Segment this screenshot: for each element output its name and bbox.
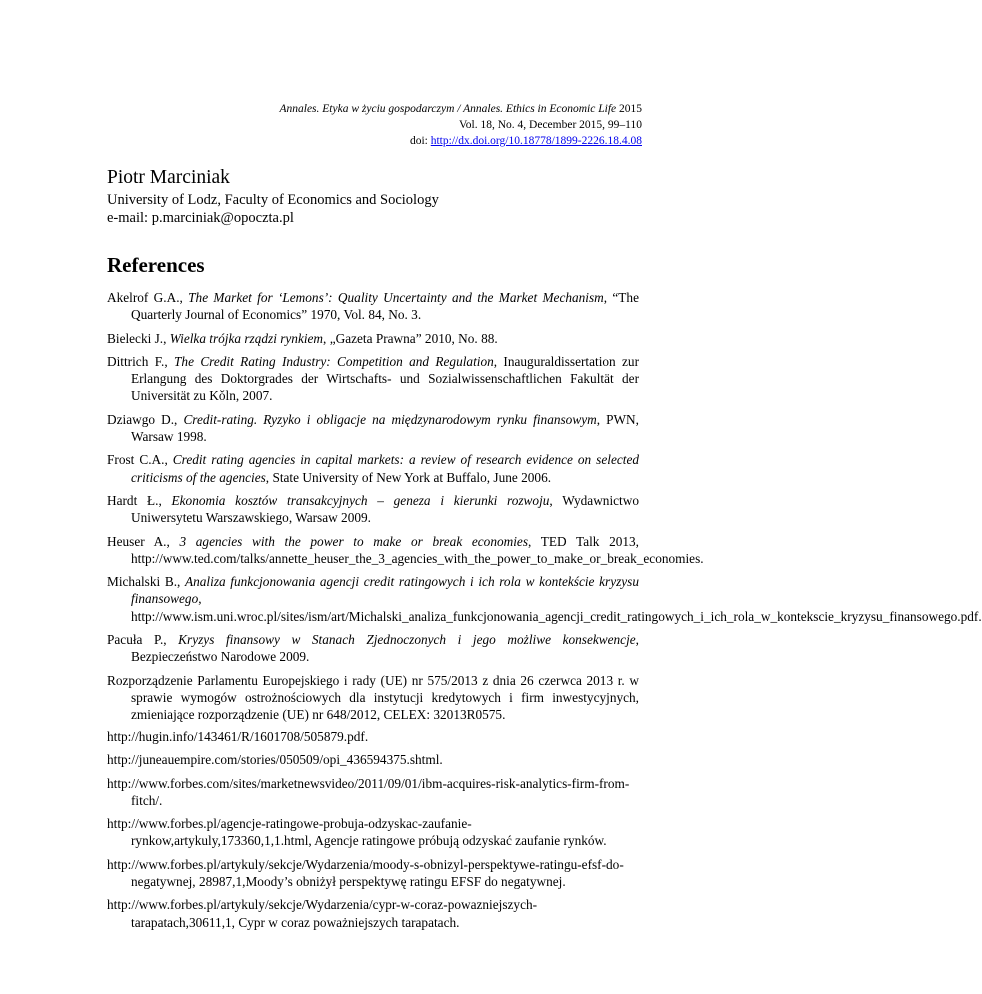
reference-item xyxy=(107,573,982,625)
references-heading: References xyxy=(107,253,205,277)
reference-author: Dziawgo D., xyxy=(107,411,184,427)
journal-line xyxy=(279,101,642,117)
reference-author: Dittrich F., xyxy=(107,353,175,369)
reference-item xyxy=(107,289,639,324)
reference-source: , http://www.ism.uni.wroc.pl/sites/ism/art/Michalski_analiza_funkcjonowania_agencji_credit_ratingowych_i_ich_rola_w_kontekscie_kryzysu_finansowego.pdf. xyxy=(131,591,982,624)
web-source-item: http://juneauempire.com/stories/050509/opi_436594375.shtml. xyxy=(107,752,443,768)
reference-source: , State University of New York at Buffalo, June 2006. xyxy=(265,469,552,485)
web-sources-list xyxy=(107,728,639,937)
reference-author: Pacuła P., xyxy=(107,632,179,648)
doi-prefix: doi: xyxy=(409,135,431,147)
reference-item xyxy=(107,411,639,446)
author-name: Piotr Marciniak xyxy=(107,167,230,188)
reference-author: Bielecki J., xyxy=(107,330,170,346)
reference-item xyxy=(107,451,639,486)
reference-item xyxy=(107,330,639,347)
web-source-item: http://www.forbes.pl/artykuly/sekcje/Wydarzenia/moody-s-obnizyl-perspektywe-ratingu-efsf-do-negatywnej, 28987,1,Moody’s obniżył perspektywę ratingu EFSF do negatywnej. xyxy=(107,856,624,890)
doi-line xyxy=(279,133,642,149)
references-list xyxy=(107,289,982,724)
reference-title: 3 agencies with the power to make or break economies xyxy=(179,533,529,549)
reference-source: , Wydawnictwo Uniwersytetu Warszawskiego, Warsaw 2009. xyxy=(131,492,639,526)
author-email: e-mail: p.marciniak@opoczta.pl xyxy=(107,210,294,226)
reference-author: Frost C.A., xyxy=(107,452,173,468)
reference-title: Kryzys finansowy w Stanach Zjednoczonych i jego możliwe konsekwencje xyxy=(178,632,636,648)
reference-item xyxy=(107,353,639,405)
reference-title: Credit rating agencies in capital markets: a review of research evidence on selected criticisms of the agencies xyxy=(131,452,639,485)
reference-author: Hardt Ł., xyxy=(107,492,172,508)
reference-title: The Credit Rating Industry: Competition and Regulation xyxy=(174,353,494,369)
reference-title: The Market for ‘Lemons’: Quality Uncertainty and the Market Mechanism xyxy=(188,290,604,305)
reference-item xyxy=(107,672,639,724)
reference-item xyxy=(107,492,639,527)
web-source-item: http://hugin.info/143461/R/1601708/505879.pdf. xyxy=(107,729,369,744)
reference-source: , Bezpieczeństwo Narodowe 2009. xyxy=(131,632,639,665)
reference-title: Ekonomia kosztów transakcyjnych – geneza i kierunki rozwoju xyxy=(171,492,550,508)
reference-source: , Inauguraldissertation zur Erlangung des Doktorgrades der Wirtschafts- und Sozialwissenschaftlichen Fakultät der Universität zu Kǒln, 2007. xyxy=(131,353,640,404)
web-source-item: http://www.forbes.pl/agencje-ratingowe-probuja-odzyskac-zaufanie-rynkow,artykuly,173360,1,1.html, Agencje ratingowe próbują odzyskać zaufanie rynków. xyxy=(107,816,607,849)
reference-source: , “The Quarterly Journal of Economics” 1970, Vol. 84, No. 3. xyxy=(131,290,639,323)
reference-title: Analiza funkcjonowania agencji credit ratingowych i ich rola w kontekście kryzysu finansowego xyxy=(131,574,639,607)
reference-title: Wielka trójka rządzi rynkiem xyxy=(169,330,324,346)
journal-name: Annales. Etyka w życiu gospodarczym / Annales. Ethics in Economic Life xyxy=(279,103,617,115)
journal-year: 2015 xyxy=(619,103,642,115)
reference-author: Akelrof G.A., xyxy=(107,290,189,305)
journal-header xyxy=(279,101,642,149)
reference-author: Heuser A., xyxy=(107,533,180,549)
reference-item xyxy=(107,533,704,568)
reference-item xyxy=(107,631,639,666)
journal-volume: Vol. 18, No. 4, December 2015, 99–110 xyxy=(458,119,642,131)
reference-author: Michalski B., xyxy=(107,574,186,590)
reference-source: , TED Talk 2013, http://www.ted.com/talks/annette_heuser_the_3_agencies_with_the_power_to_make_or_break_economies. xyxy=(131,533,704,566)
reference-author: Rozporządzenie Parlamentu Europejskiego i rady (UE) nr 575/2013 z dnia 26 czerwca 2013 r. w sprawie wymogów ostrożnościowych dla instytucji kredytowych i firm inwestycyjnych, zmieniające rozporządzenie (UE) nr 648/2012, CELEX: 32013R0575. xyxy=(107,672,639,723)
web-source-item: http://www.forbes.pl/artykuly/sekcje/Wydarzenia/cypr-w-coraz-powazniejszych-tarapatach,30611,1, Cypr w coraz poważniejszych tarapatach. xyxy=(107,897,538,930)
reference-source: , „Gazeta Prawna” 2010, No. 88. xyxy=(323,330,498,346)
doi-link[interactable]: http://dx.doi.org/10.18778/1899-2226.18.4.08 xyxy=(430,135,642,147)
author-affiliation-block xyxy=(107,191,439,227)
reference-source: , PWN, Warsaw 1998. xyxy=(131,411,639,445)
web-source-item: http://www.forbes.com/sites/marketnewsvideo/2011/09/01/ibm-acquires-risk-analytics-firm-from-fitch/. xyxy=(107,775,630,808)
author-affiliation: University of Lodz, Faculty of Economics and Sociology xyxy=(107,192,439,208)
reference-title: Credit-rating. Ryzyko i obligacje na międzynarodowym rynku finansowym xyxy=(183,411,597,427)
